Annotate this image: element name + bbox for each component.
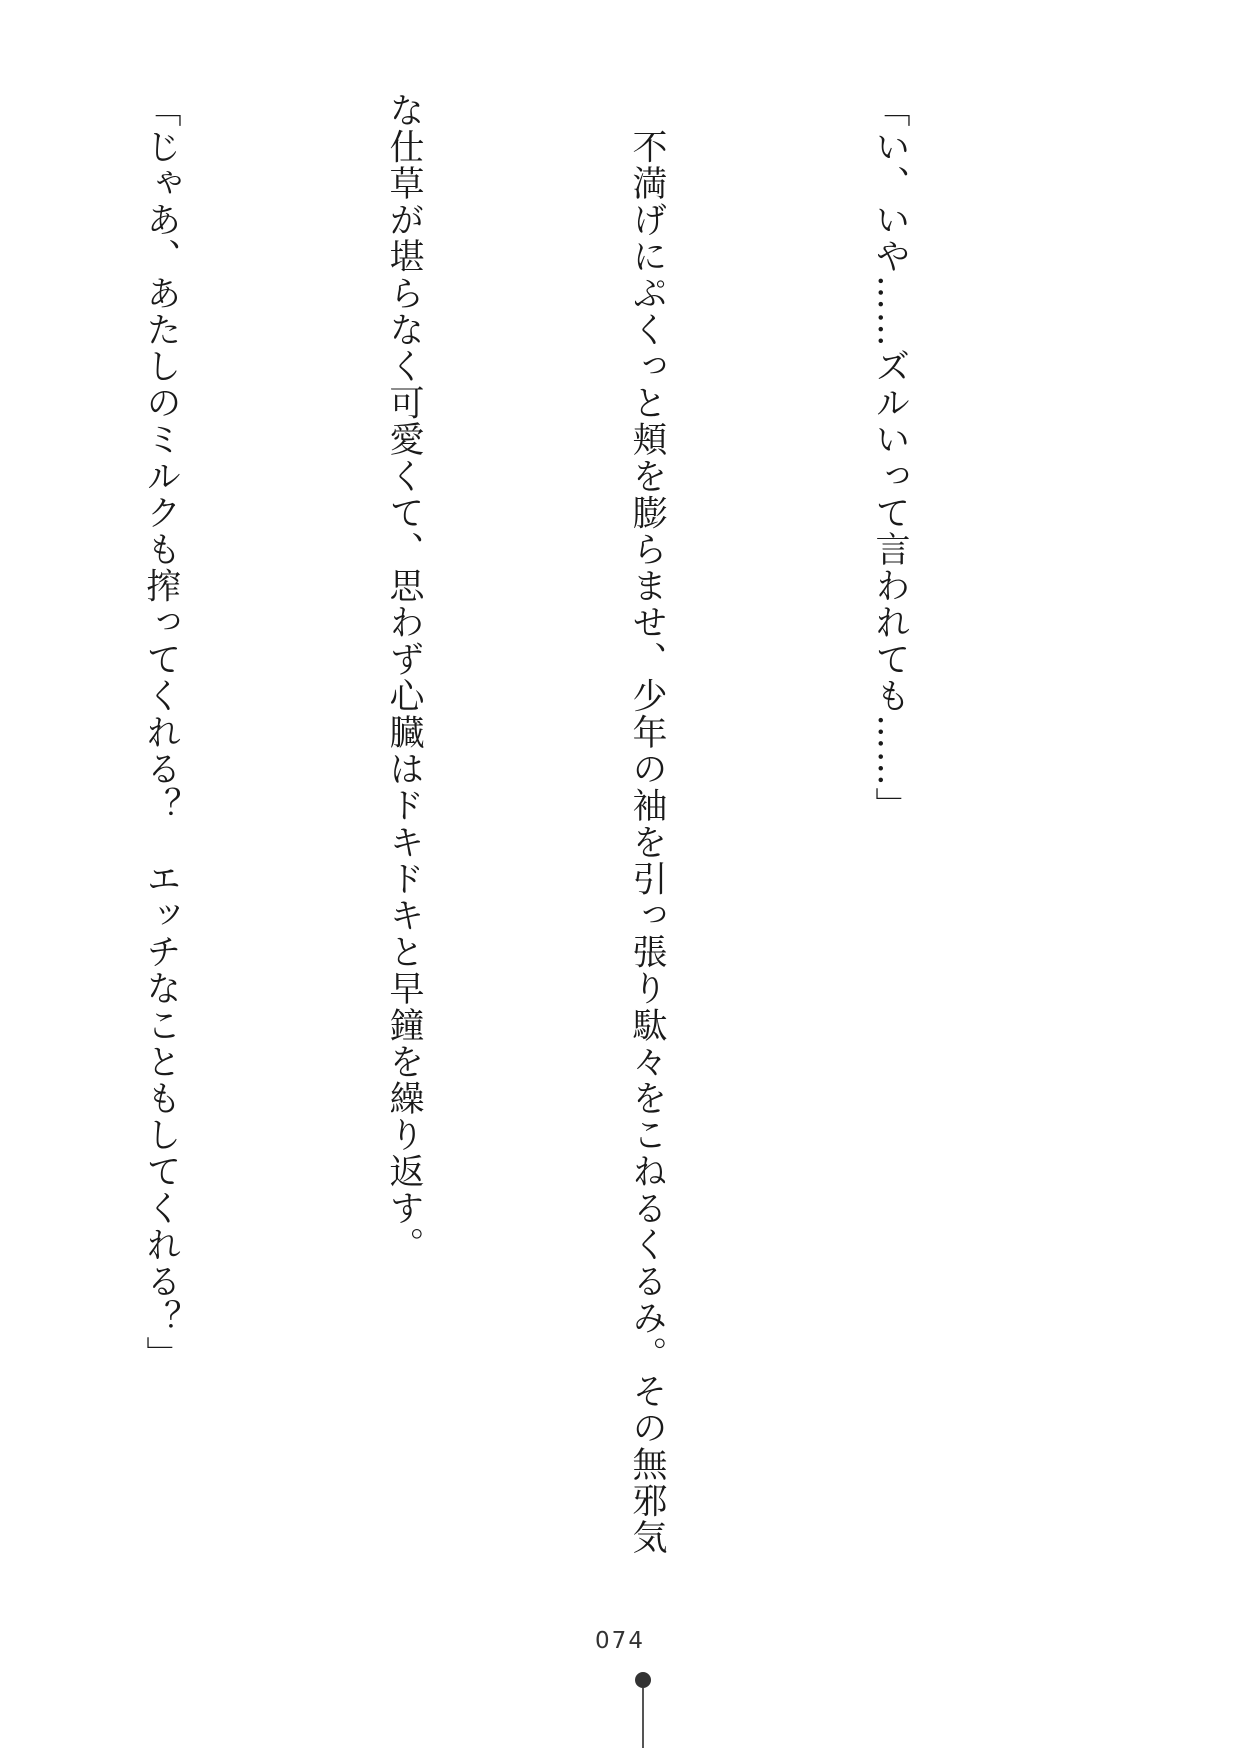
text-line: 不満げにぷくっと頬を膨らませ、少年の袖を引っ張り駄々をこねるくるみ。その無邪気 [627,92,667,1556]
page-marker-line [642,1688,644,1748]
body-text [141,92,1092,1572]
page-number: 074 [595,1628,645,1654]
text-line: な仕草が堪らなく可愛くて、思わず心臓はドキドキと早鐘を繰り返す。 [384,92,424,1264]
text-line: 「い、いや……ズルいって言われても……」 [870,92,910,824]
text-line: 「じゃあ、あたしのミルクも搾ってくれる？ エッチなこともしてくれる？」 [141,92,181,1373]
page-marker-dot [635,1672,651,1688]
